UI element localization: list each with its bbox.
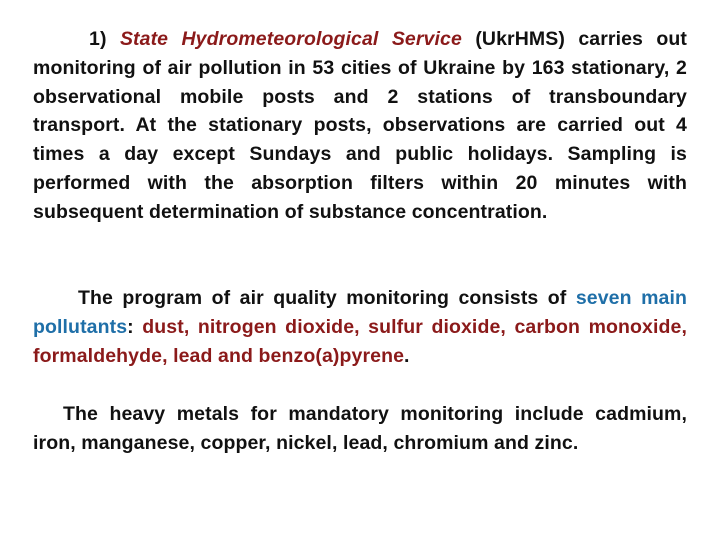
paragraph-2-intro: The program of air quality monitoring consists of	[78, 287, 567, 309]
pollutant-list: dust, nitrogen dioxide, sulfur dioxide, carbon monoxide, formaldehyde, lead and benzo(a)pyrene	[33, 315, 687, 367]
paragraph-monitoring-program	[33, 284, 687, 370]
paragraph-ukrhms	[33, 25, 687, 227]
paragraph-heavy-metals	[33, 400, 687, 458]
paragraph-3-text: The heavy metals for mandatory monitoring include cadmium, iron, manganese, copper, nickel, lead, chromium and zinc.	[33, 403, 687, 454]
paragraph-number: 1)	[89, 28, 107, 50]
paragraph-1-text: (UkrHMS) carries out monitoring of air pollution in 53 cities of Ukraine by 163 stationary, 2 observational mobile posts and 2 stations of transboundary transport. At the stationary posts, observations are carried out 4 times a day except Sundays and public holidays. Sampling is performed with the absorption filters within 20 minutes with subsequent determination of substance concentration.	[33, 28, 687, 223]
colon: :	[127, 315, 134, 338]
period: .	[404, 344, 410, 367]
seven-main-pollutants: seven main pollutants	[33, 287, 687, 338]
service-name: State Hydrometeorological Service	[119, 28, 462, 50]
